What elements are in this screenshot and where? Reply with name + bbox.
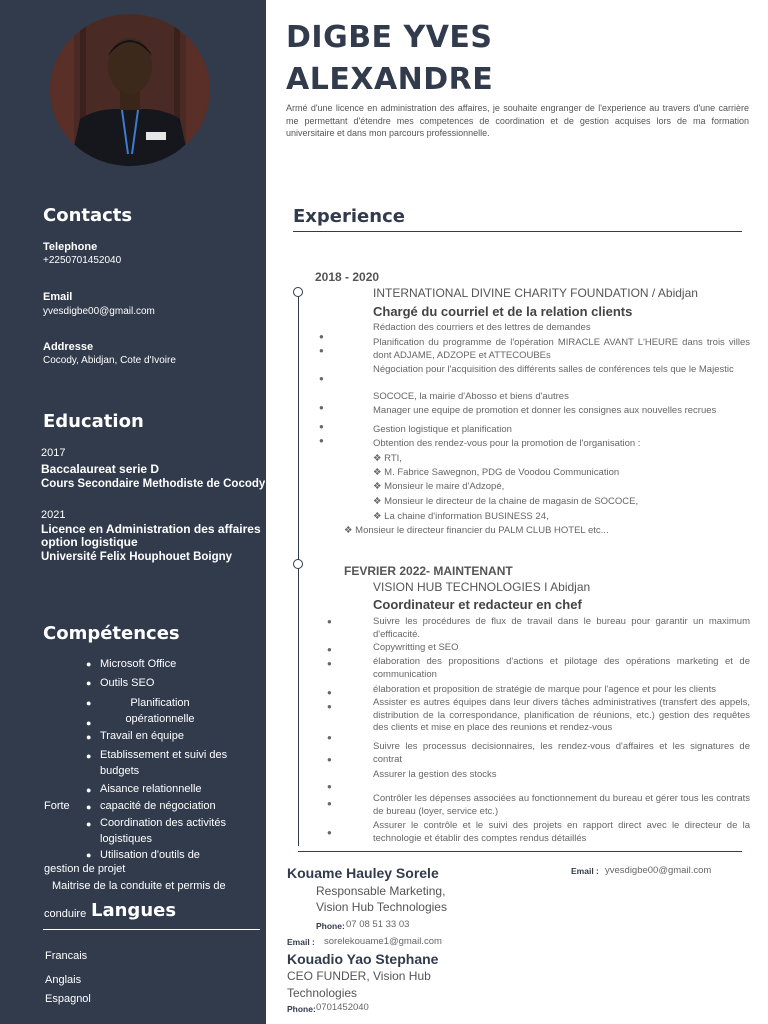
bullet-dot: ● xyxy=(86,732,92,742)
job-company: VISION HUB TECHNOLOGIES I Abidjan xyxy=(373,580,591,594)
skill-forte: Forte xyxy=(44,800,70,812)
skill-item: Planification opérationnelle xyxy=(125,697,195,725)
reference-phone-label: Phone: xyxy=(316,921,345,931)
bullet-dot: ● xyxy=(327,645,332,654)
bullet-dot: ● xyxy=(86,678,92,688)
summary: Armé d'une licence en administration des affaires, je souhaite engranger de l'experience au travers d'une carrière me permettant d'étendre mes competences de coordination et de gestion acquises lors de ma formation universitaire et dans mon parcours professionnelle. xyxy=(286,103,749,138)
reference-role: Responsable Marketing, xyxy=(316,884,446,898)
contacts-heading: Contacts xyxy=(43,205,133,226)
job-date: 2018 - 2020 xyxy=(315,270,380,284)
job-duty: Copywritting et SEO xyxy=(373,642,459,653)
job-duty: Rédaction des courriers et des lettres de demandes xyxy=(373,322,591,333)
sub-item: ❖ La chaine d'information BUSINESS 24, xyxy=(373,511,549,522)
skill-item: Microsoft Office xyxy=(100,658,177,670)
job-date: FEVRIER 2022- MAINTENANT xyxy=(344,564,513,578)
profile-photo xyxy=(50,14,210,166)
job-duty: Gestion logistique et planification xyxy=(373,424,512,435)
skill-item: Aisance relationnelle xyxy=(100,783,202,795)
languages-divider xyxy=(43,929,260,930)
job-company: INTERNATIONAL DIVINE CHARITY FOUNDATION / Abidjan xyxy=(373,286,698,300)
timeline-dot xyxy=(293,559,303,569)
sub-item: ❖ Monsieur le maire d'Adzopé, xyxy=(373,481,505,492)
reference-company: Technologies xyxy=(287,986,358,1000)
phone-label: Telephone xyxy=(43,241,98,253)
bullet-dot: ● xyxy=(319,374,324,383)
bullet-dot: ● xyxy=(327,782,332,791)
bullet-dot: ● xyxy=(86,802,92,812)
education-year: 2021 xyxy=(41,509,66,521)
job-duty: Planification du programme de l'opération MIRACLE AVANT L'HEURE dans trois villes dont ADJAME, ADZOPE et ATTECOUBEs xyxy=(373,337,750,361)
bullet-dot: ● xyxy=(327,617,332,626)
email-label: Email xyxy=(43,291,73,303)
skills-heading: Compétences xyxy=(43,623,180,644)
bullet-dot: ● xyxy=(319,403,324,412)
job-duty: Assurer le contrôle et le suivi des projets en rapport direct avec le directeur de la technologie et établir des comptes rendus détaillés xyxy=(373,820,750,844)
reference-name: Kouame Hauley Sorele xyxy=(287,865,439,881)
education-year: 2017 xyxy=(41,447,66,459)
skill-item: Travail en équipe xyxy=(100,730,184,742)
bullet-dot: ● xyxy=(86,698,92,708)
language-item: Espagnol xyxy=(45,993,91,1005)
bullet-dot: ● xyxy=(319,422,324,431)
bullet-dot: ● xyxy=(86,785,92,795)
sub-item: ❖ Monsieur le directeur financier du PALM CLUB HOTEL etc... xyxy=(344,525,609,536)
job-duty: SOCOCE, la mairie d'Abosso et biens d'autres xyxy=(373,391,569,402)
sub-item-text: Monsieur le directeur financier du PALM CLUB HOTEL etc... xyxy=(355,525,609,536)
name-line-1: DIGBE YVES xyxy=(286,20,493,55)
name-line-2: ALEXANDRE xyxy=(286,62,494,97)
job-duty: Manager une equipe de promotion et donner les consignes aux nouvelles recrues xyxy=(373,405,717,416)
reference-email-label: Email : xyxy=(571,866,599,876)
phone-value: +2250701452040 xyxy=(43,255,122,266)
job-role: Coordinateur et redacteur en chef xyxy=(373,597,582,612)
bullet-dot: ● xyxy=(327,688,332,697)
reference-phone: 0701452040 xyxy=(316,1002,369,1013)
reference-email: yvesdigbe00@gmail.com xyxy=(605,865,712,876)
reference-email-label: Email : xyxy=(287,937,315,947)
bullet-dot: ● xyxy=(319,436,324,445)
sub-item-text: RTI, xyxy=(384,453,402,464)
skill-item: capacité de négociation xyxy=(100,800,216,812)
bullet-dot: ● xyxy=(86,819,92,829)
education-school: Université Felix Houphouet Boigny xyxy=(41,551,233,563)
job-duty: élaboration des propositions d'actions et pilotage des opérations marketing et de communication xyxy=(373,656,750,680)
email-value: yvesdigbe00@gmail.com xyxy=(43,306,155,317)
experience-heading: Experience xyxy=(293,206,405,227)
job-duty: Assurer la gestion des stocks xyxy=(373,769,497,780)
bullet-dot: ● xyxy=(86,751,92,761)
skill-item: Etablissement et suivi des budgets xyxy=(100,749,228,777)
timeline-dot xyxy=(293,287,303,297)
skill-driving-cont: conduire xyxy=(44,908,87,920)
skill-driving: Maitrise de la conduite et permis de xyxy=(52,880,226,892)
reference-role: CEO FUNDER, Vision Hub xyxy=(287,969,431,983)
language-item: Francais xyxy=(45,950,88,962)
sub-item: ❖ M. Fabrice Sawegnon, PDG de Voodou Communication xyxy=(373,467,620,478)
job-duty: Obtention des rendez-vous pour la promotion de l'organisation : xyxy=(373,438,641,449)
reference-company: Vision Hub Technologies xyxy=(316,900,447,914)
reference-phone: 07 08 51 33 03 xyxy=(346,919,410,930)
education-school: Cours Secondaire Methodiste de Cocody xyxy=(41,478,266,490)
reference-phone-label: Phone: xyxy=(287,1004,316,1014)
reference-name: Kouadio Yao Stephane xyxy=(287,951,439,967)
job-duty: Suivre les procédures de flux de travail dans le bureau pour garantir un maximum d'efficacité. xyxy=(373,616,750,640)
address-label: Addresse xyxy=(43,341,94,353)
job-role: Chargé du courriel et de la relation clients xyxy=(373,304,633,319)
skill-item: Coordination des activités logistiques xyxy=(100,817,226,845)
sub-item: ❖ RTI, xyxy=(373,453,402,464)
sub-item-text: M. Fabrice Sawegnon, PDG de Voodou Communication xyxy=(384,467,620,478)
skill-project: gestion de projet xyxy=(44,863,126,875)
references-divider xyxy=(298,851,742,852)
timeline-line xyxy=(298,296,299,846)
bullet-dot: ● xyxy=(327,828,332,837)
bullet-dot: ● xyxy=(319,346,324,355)
bullet-dot: ● xyxy=(86,659,92,669)
education-degree: Licence en Administration des affaires option logistique xyxy=(41,522,261,549)
bullet-dot: ● xyxy=(319,332,324,341)
bullet-dot: ● xyxy=(327,702,332,711)
sub-item: ❖ Monsieur le directeur de la chaine de magasin de SOCOCE, xyxy=(373,496,639,507)
job-duty: Assister es autres équipes dans leur divers tâches administratives (transfert des appels, distribution de la correspondance, planification de réunions, etc.) gestion des requêtes des clients et mise en place des reunions et rendez-vous xyxy=(373,697,750,733)
education-heading: Education xyxy=(43,411,144,432)
bullet-dot: ● xyxy=(327,659,332,668)
language-item: Anglais xyxy=(45,974,82,986)
sidebar xyxy=(0,0,266,1024)
job-duty: élaboration et proposition de stratégie de marque pour l'agence et pour les clients xyxy=(373,684,716,695)
languages-heading: Langues xyxy=(91,900,177,921)
job-duty: Négociation pour l'acquisition des différents salles de conférences tels que le Majestic xyxy=(373,364,734,375)
skill-item: Outils SEO xyxy=(100,677,155,689)
address-value: Cocody, Abidjan, Cote d'Ivoire xyxy=(43,355,176,366)
bullet-dot: ● xyxy=(86,718,92,728)
job-duty: Suivre les processus decisionnaires, les rendez-vous d'affaires et les signatures de contrat xyxy=(373,741,750,765)
bullet-dot: ● xyxy=(327,799,332,808)
job-duty: Contrôler les dépenses associées au fonctionnement du bureau et gérer tous les contrats de bureau (loyer, service etc.) xyxy=(373,793,750,817)
bullet-dot: ● xyxy=(86,850,92,860)
experience-divider xyxy=(293,231,742,232)
reference-email: sorelekouame1@gmail.com xyxy=(324,936,442,947)
sub-item-text: Monsieur le directeur de la chaine de magasin de SOCOCE, xyxy=(384,496,639,507)
education-degree: Baccalaureat serie D xyxy=(41,462,160,476)
skill-item: Utilisation d'outils de xyxy=(100,849,200,861)
bullet-dot: ● xyxy=(327,755,332,764)
bullet-dot: ● xyxy=(327,733,332,742)
sub-item-text: La chaine d'information BUSINESS 24, xyxy=(384,511,549,522)
sub-item-text: Monsieur le maire d'Adzopé, xyxy=(384,481,505,492)
